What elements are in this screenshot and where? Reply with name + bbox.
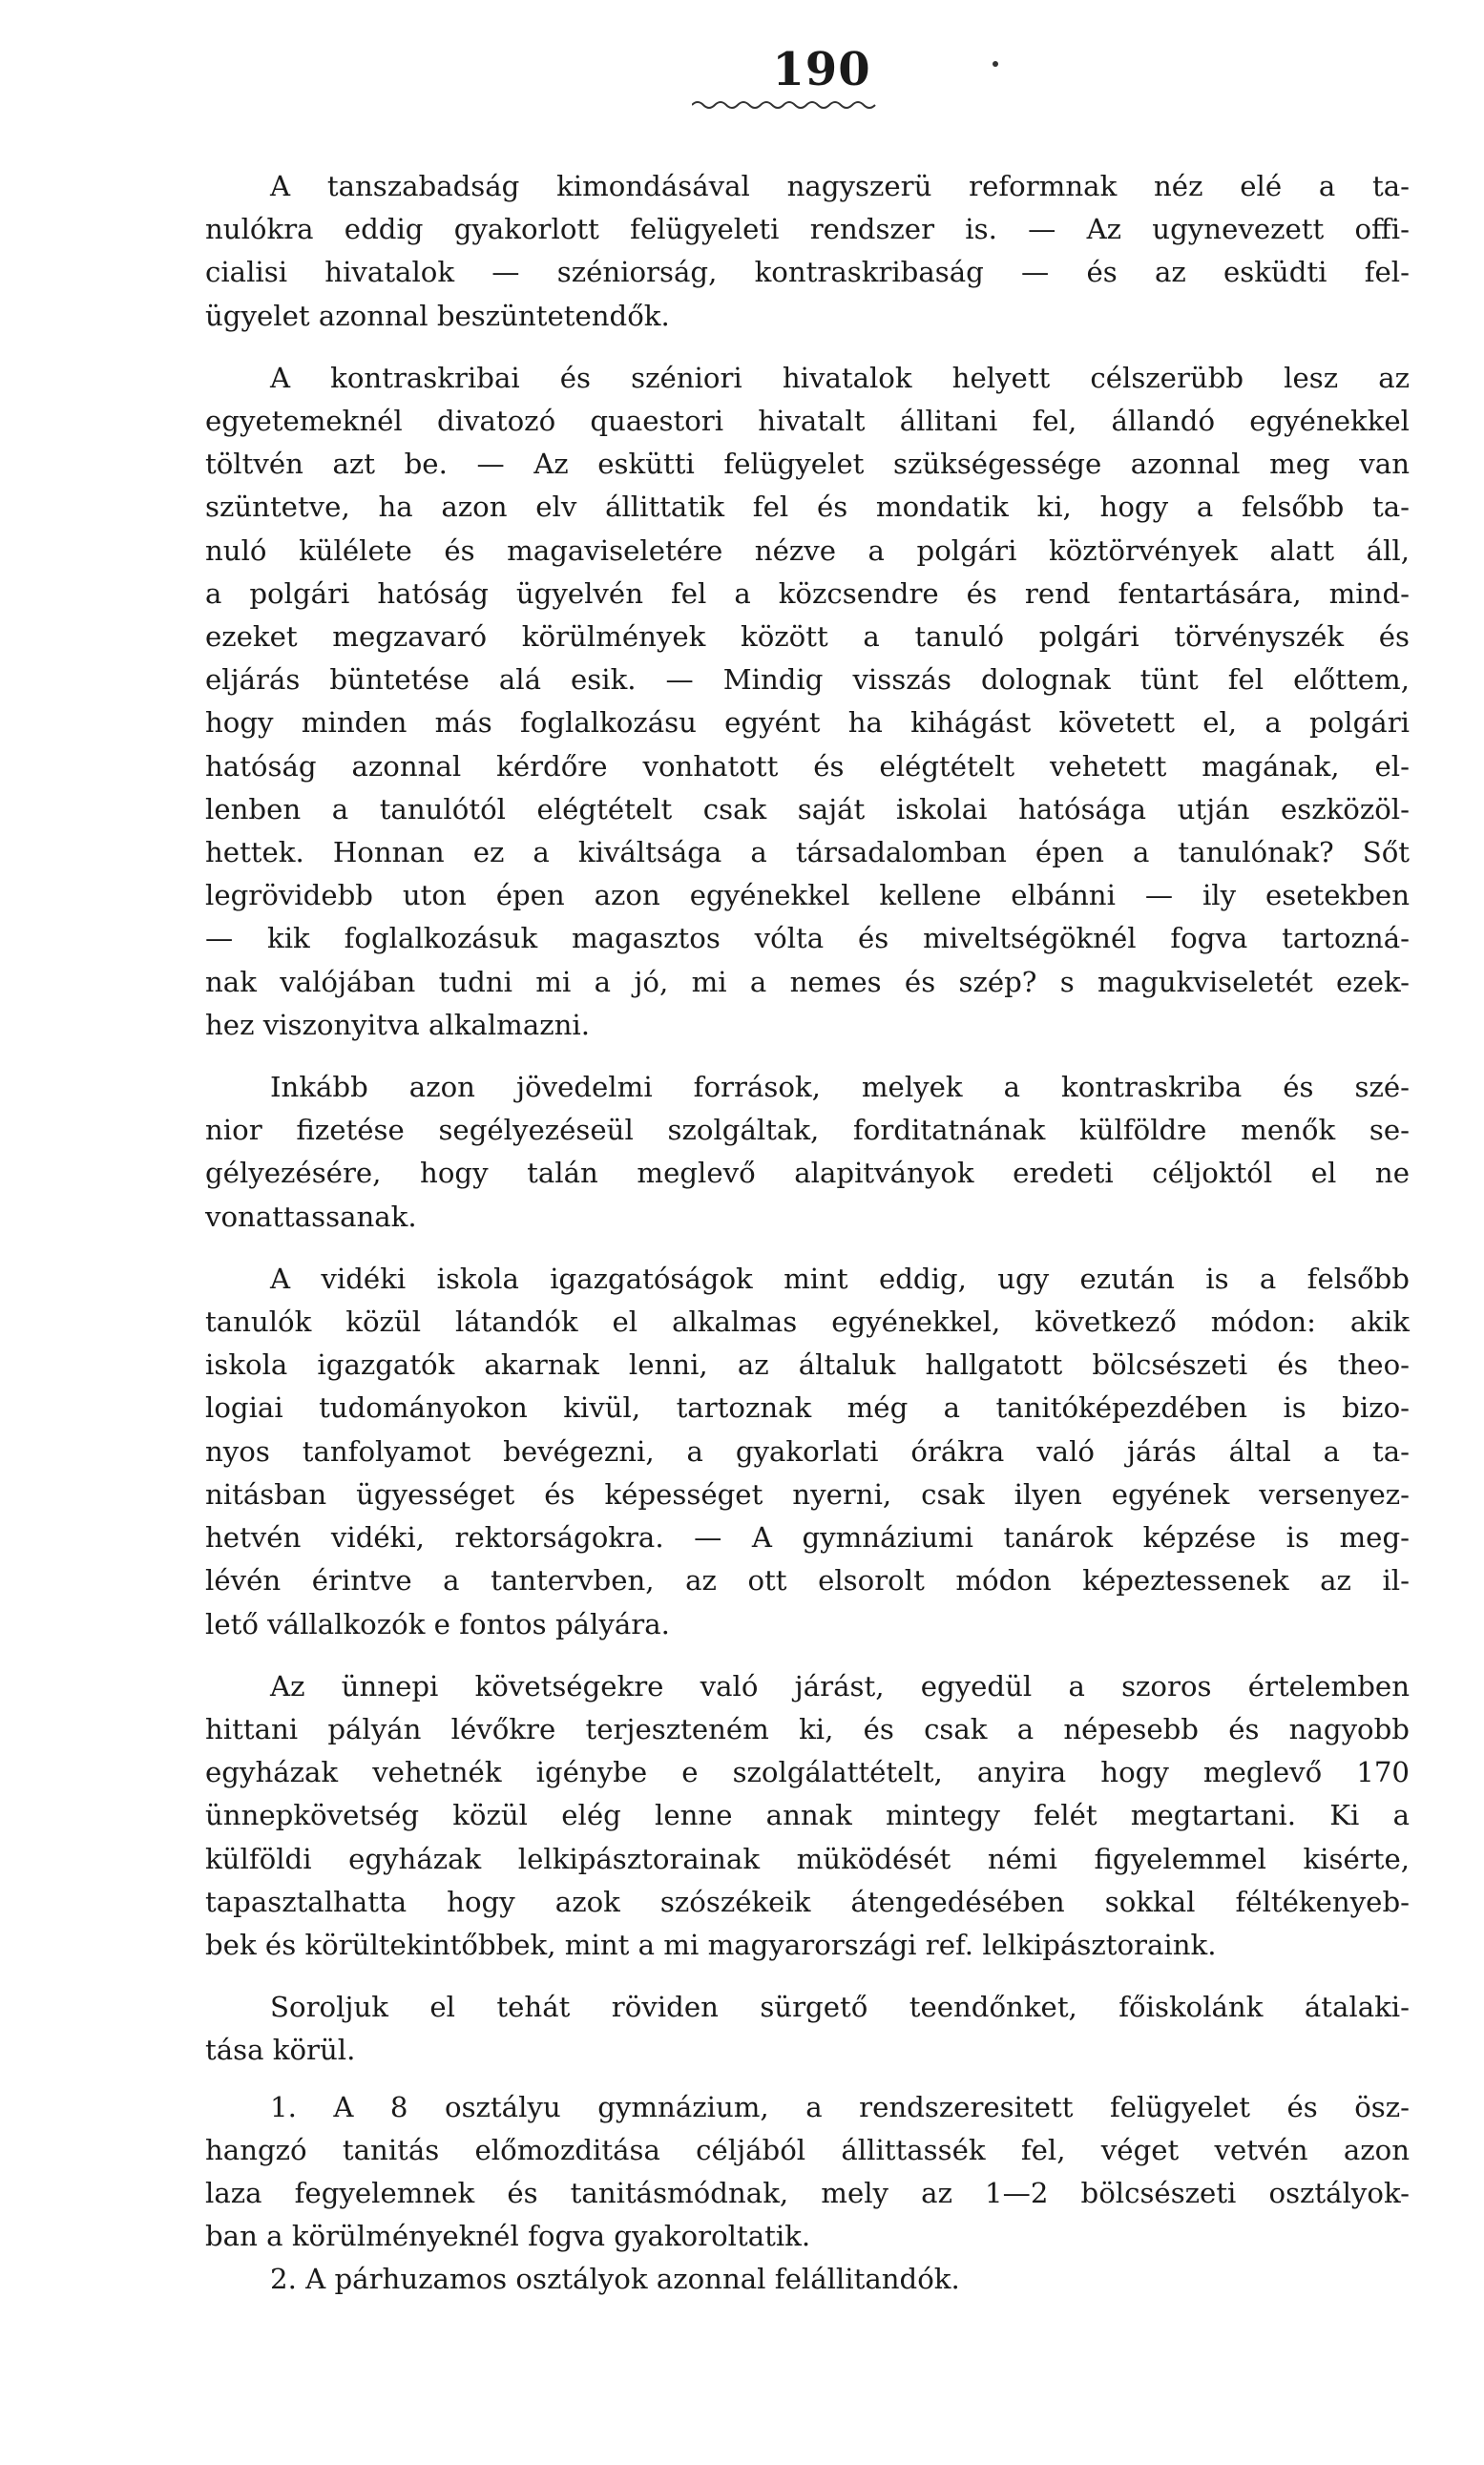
text-line: logiai tudományokon kivül, tartoznak még a tanitóképezdében is bizo- [205, 1391, 1410, 1425]
text-line: egyetemeknél divatozó quaestori hivatalt állitani fel, állandó egyénekkel [205, 405, 1410, 438]
paragraph [205, 2258, 1410, 2301]
body-text [205, 165, 1410, 2302]
text-line: hetvén vidéki, rektorságokra. — A gymnáziumi tanárok képzése is meg- [205, 1521, 1410, 1555]
text-line: hez viszonyitva alkalmazni. [205, 1008, 591, 1041]
text-line: 2. A párhuzamos osztályok azonnal felállitandók. [270, 2263, 960, 2296]
text-line: Inkább azon jövedelmi források, melyek a kontraskriba és szé- [270, 1071, 1410, 1104]
text-line: A tanszabadság kimondásával nagyszerü reformnak néz elé a ta- [270, 170, 1410, 202]
text-line: lenben a tanulótól elégtételt csak saját iskolai hatósága utján eszközöl- [205, 792, 1410, 825]
page [205, 43, 1410, 2302]
text-line: eljárás büntetése alá esik. — Mindig visszás dolognak tünt fel előttem, [205, 663, 1410, 697]
paragraph [205, 2086, 1410, 2259]
text-line: tapasztalhatta hogy azok szószékeik átengedésében sokkal féltékenyeb- [205, 1885, 1410, 1918]
text-line: hettek. Honnan ez a kiváltsága a társadalomban épen a tanulónak? Sőt [205, 836, 1410, 869]
text-line: vonattassanak. [205, 1200, 417, 1233]
paragraph [205, 1665, 1410, 1967]
text-line: lető vállalkozók e fontos pályára. [205, 1607, 670, 1640]
text-line: külföldi egyházak lelkipásztorainak müködését némi figyelemmel kisérte, [205, 1842, 1410, 1875]
text-line: nitásban ügyességet és képességet nyerni, csak ilyen egyének versenyez- [205, 1477, 1410, 1511]
text-line: 1. A 8 osztályu gymnázium, a rendszeresitett felügyelet és ösz- [270, 2090, 1410, 2123]
text-line: hogy minden más foglalkozásu egyént ha kihágást követett el, a polgári [205, 706, 1410, 740]
text-line: lévén érintve a tantervben, az ott elsorolt módon képeztessenek az il- [205, 1564, 1410, 1598]
text-line: ban a körülményeknél fogva gyakoroltatik. [205, 2220, 811, 2253]
text-line: cialisi hivatalok — szénіorság, kontraskribaság — és az esküdti fel- [205, 256, 1410, 289]
page-number: 190 [772, 43, 871, 96]
text-line: nyos tanfolyamot bevégezni, a gyakorlati órákra való járás által a ta- [205, 1434, 1410, 1468]
text-line: ezeket megzavaró körülmények között a tanuló polgári törvényszék és [205, 620, 1410, 654]
text-line: Az ünnepi követségekre való járást, egyedül a szoros értelemben [270, 1669, 1410, 1703]
text-line: nak valójában tudni mi a jó, mi a nemes és szép? s magukviseletét ezek- [205, 965, 1410, 998]
text-line: tanulók közül látandók el alkalmas egyénekkel, következő módon: akik [205, 1306, 1410, 1339]
text-line: töltvén azt be. — Az eskütti felügyelet szükségessége azonnal meg van [205, 448, 1410, 481]
text-line: egyházak vehetnék igénybe e szolgálattételt, anyira hogy meglevő 170 [205, 1756, 1410, 1789]
text-line: bek és körültekintőbbek, mint a mi magyarországi ref. lelkipásztoraink. [205, 1928, 1217, 1961]
text-line: ügyelet azonnal beszüntetendők. [205, 299, 670, 332]
paragraph [205, 165, 1410, 338]
ornament-underline [692, 98, 883, 112]
text-line: nior fizetése segélyezéseül szolgáltak, forditatnának külföldre menők se- [205, 1114, 1410, 1147]
text-line: szüntetve, ha azon elv állittatik fel és mondatik ki, hogy a felsőbb ta- [205, 491, 1410, 524]
page-header [205, 43, 1410, 112]
text-line: hittani pályán lévőkre terjeszteném ki, és csak a népesebb és nagyobb [205, 1712, 1410, 1745]
text-line: tása körül. [205, 2034, 356, 2067]
text-line: legrövidebb uton épen azon egyénekkel kellene elbánni — ily esetekben [205, 879, 1410, 912]
paragraph [205, 1258, 1410, 1646]
text-line: a polgári hatóság ügyelvén fel a közcsendre és rend fentartására, mind- [205, 576, 1410, 610]
text-line: A vidéki iskola igazgatóságok mint eddig, ugy ezután is a felsőbb [270, 1262, 1410, 1295]
paragraph [205, 1066, 1410, 1239]
text-line: A kontraskribai és széniori hivatalok helyett célszerübb lesz az [270, 361, 1410, 394]
text-line: hangzó tanitás előmozditása céljából állittassék fel, véget vetvén azon [205, 2133, 1410, 2166]
text-line: ünnepkövetség közül elég lenne annak mintegy felét megtartani. Ki a [205, 1799, 1410, 1832]
paragraph [205, 1986, 1410, 2072]
text-line: nulókra eddig gyakorlott felügyeleti rendszer is. — Az ugynevezett offi- [205, 213, 1410, 246]
text-line: nuló külélete és magaviseletére nézve a polgári köztörvények alatt áll, [205, 533, 1410, 567]
text-line: iskola igazgatók akarnak lenni, az általuk hallgatott bölcsészeti és theo- [205, 1348, 1410, 1382]
text-line: hatóság azonnal kérdőre vonhatott és elégtételt vehetett magának, el- [205, 749, 1410, 783]
text-line: laza fegyelemnek és tanitásmódnak, mely az 1—2 bölcsészeti osztályok- [205, 2176, 1410, 2209]
text-line: Soroljuk el tehát röviden sürgető teendőnket, főiskolánk átalaki- [270, 1991, 1410, 2024]
paragraph [205, 357, 1410, 1047]
text-line: — kik foglalkozásuk magasztos vólta és miveltségöknél fogva tartozná- [205, 922, 1410, 955]
text-line: gélyezésére, hogy talán meglevő alapitványok eredeti céljoktól el ne [205, 1157, 1410, 1190]
